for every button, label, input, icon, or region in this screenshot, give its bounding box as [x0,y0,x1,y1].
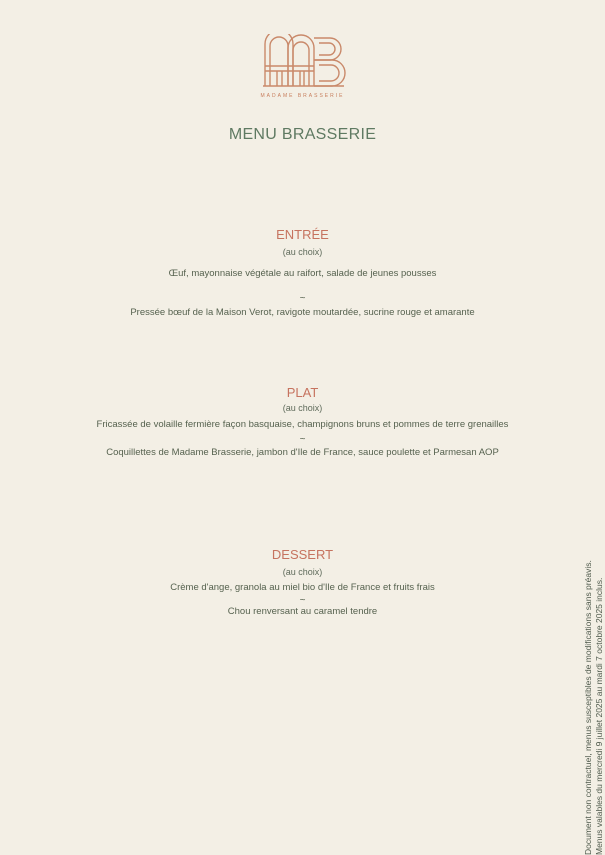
disclaimer-line: Document non contractuel, menus susceptibles de modifications sans préavis. [583,560,593,855]
dish-separator: ~ [299,293,306,304]
dish-item: Fricassée de volaille fermière façon basquaise, champignons bruns et pommes de terre grenailles [96,419,509,430]
validity-line: Menus valables du mercredi 9 juillet 2025 au mardi 7 octobre 2025 inclus. [594,577,604,855]
disclaimer-note [583,455,605,855]
dish-item: Crème d'ange, granola au miel bio d'Ile de France et fruits frais [170,582,435,593]
choice-note: (au choix) [282,567,323,577]
section-dessert [0,547,605,619]
dish-separator: ~ [299,595,306,606]
dish-separator: ~ [299,434,306,445]
section-heading: ENTRÉE [276,227,329,242]
brand-name: MADAME BRASSERIE [260,93,345,99]
section-entree [0,227,605,320]
section-heading: DESSERT [271,547,334,562]
brand-logo [262,34,346,90]
dish-item: Œuf, mayonnaise végétale au raifort, salade de jeunes pousses [168,268,437,279]
choice-note: (au choix) [282,247,323,257]
menu-title: MENU BRASSERIE [228,126,377,143]
dish-item: Pressée bœuf de la Maison Verot, ravigote moutardée, sucrine rouge et amarante [130,307,475,318]
section-plat [0,385,605,460]
dish-item: Coquillettes de Madame Brasserie, jambon d'Ile de France, sauce poulette et Parmesan AOP [106,447,499,458]
choice-note: (au choix) [282,403,323,413]
section-heading: PLAT [286,385,319,400]
dish-item: Chou renversant au caramel tendre [227,606,378,617]
